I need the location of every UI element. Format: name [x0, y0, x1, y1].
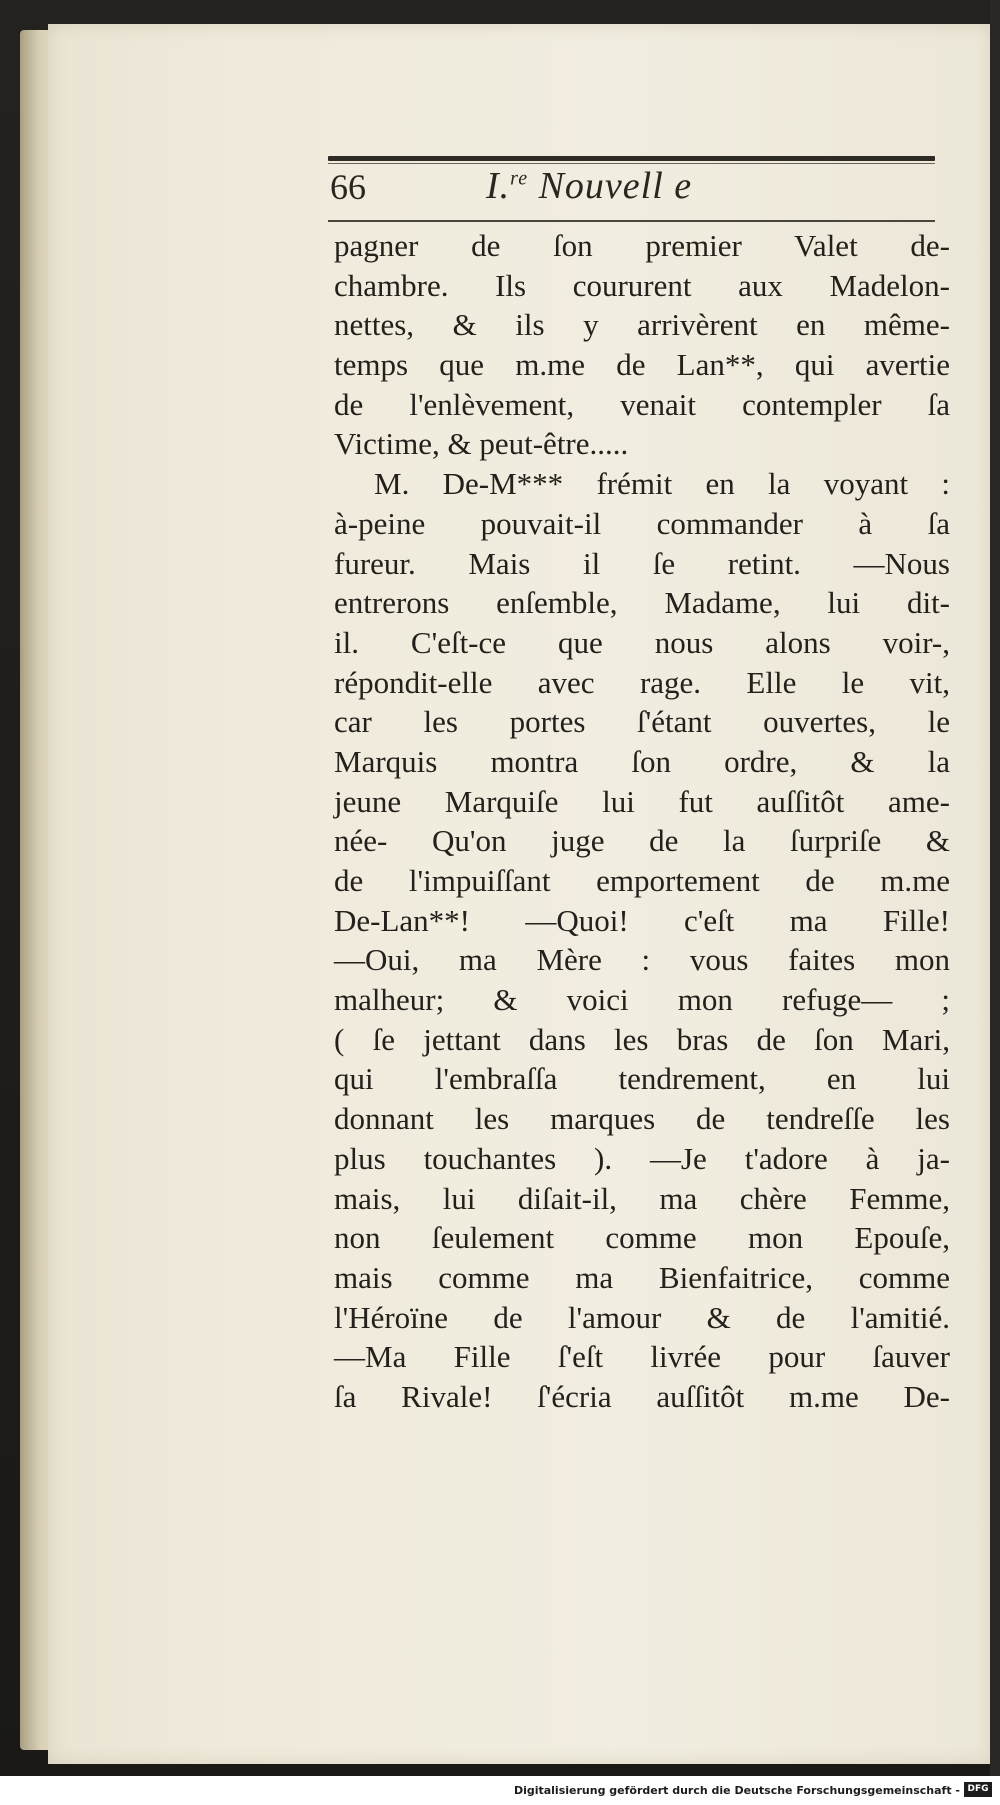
text-line: fureur. Mais il ſe retint. —Nous [334, 545, 950, 581]
footer-credit: Digitalisierung gefördert durch die Deutsche Forschungsgemeinschaft - [513, 1784, 960, 1797]
dfg-logo: DFG [964, 1782, 992, 1797]
text-line: car les portes ſ'étant ouvertes, le [334, 704, 950, 740]
text-line: plus touchantes ). —Je t'adore à ja- [334, 1140, 950, 1176]
text-line: née- Qu'on juge de la ſurpriſe & [334, 823, 950, 859]
text-line: donnant les marques de tendreſſe les [334, 1101, 950, 1137]
text-line: mais comme ma Bienfaitrice, comme [334, 1259, 950, 1295]
text-line: ſa Rivale! ſ'écria auſſitôt m.me De- [334, 1378, 950, 1414]
text-line: De-Lan**! —Quoi! c'eſt ma Fille! [334, 902, 950, 938]
text-line: Marquis montra ſon ordre, & la [334, 743, 950, 779]
text-line: entrerons enſemble, Madame, lui dit- [334, 585, 950, 621]
text-line: malheur; & voici mon refuge— ; [334, 982, 950, 1018]
text-line: répondit-elle avec rage. Elle le vit, [334, 664, 950, 700]
body-text [334, 226, 950, 1417]
running-head-superscript: re [510, 167, 529, 190]
text-line: non ſeulement comme mon Epouſe, [334, 1220, 950, 1256]
text-line: temps que m.me de Lan**, qui avertie [334, 347, 950, 383]
text-line: l'Héroïne de l'amour & de l'amitié. [334, 1299, 950, 1335]
running-head-title: Nouvell e [528, 165, 693, 207]
header-rule-bottom [328, 220, 935, 222]
text-line: mais, lui diſait-il, ma chère Femme, [334, 1180, 950, 1216]
text-line: jeune Marquiſe lui fut auſſitôt ame- [334, 783, 950, 819]
text-line: —Ma Fille ſ'eſt livrée pour ſauver [334, 1339, 950, 1375]
text-line: pagner de ſon premier Valet de- [334, 228, 950, 263]
text-line: nettes, & ils y arrivèrent en même- [334, 307, 950, 343]
text-line: qui l'embraſſa tendrement, en lui [334, 1061, 950, 1097]
text-line: ( ſe jettant dans les bras de ſon Mari, [334, 1021, 950, 1057]
header-rule-top [328, 156, 935, 161]
text-line: —Oui, ma Mère : vous faites mon [334, 942, 950, 978]
running-head [486, 164, 692, 208]
text-line: de l'impuiſſant emportement de m.me [334, 863, 950, 898]
text-line: de l'enlèvement, venait contempler ſa [334, 386, 950, 422]
text-line: chambre. Ils coururent aux Madelon- [334, 267, 950, 303]
text-line: Victime, & peut-être..... [334, 426, 629, 462]
text-line: M. De-M*** frémit en la voyant : [374, 466, 950, 502]
scan-right-edge [990, 0, 1000, 1805]
page-number: 66 [330, 167, 366, 207]
text-line: il. C'eſt-ce que nous alons voir-, [334, 624, 950, 660]
running-head-prefix: I. [486, 165, 511, 207]
text-line: à-peine pouvait-il commander à ſa [334, 505, 950, 541]
